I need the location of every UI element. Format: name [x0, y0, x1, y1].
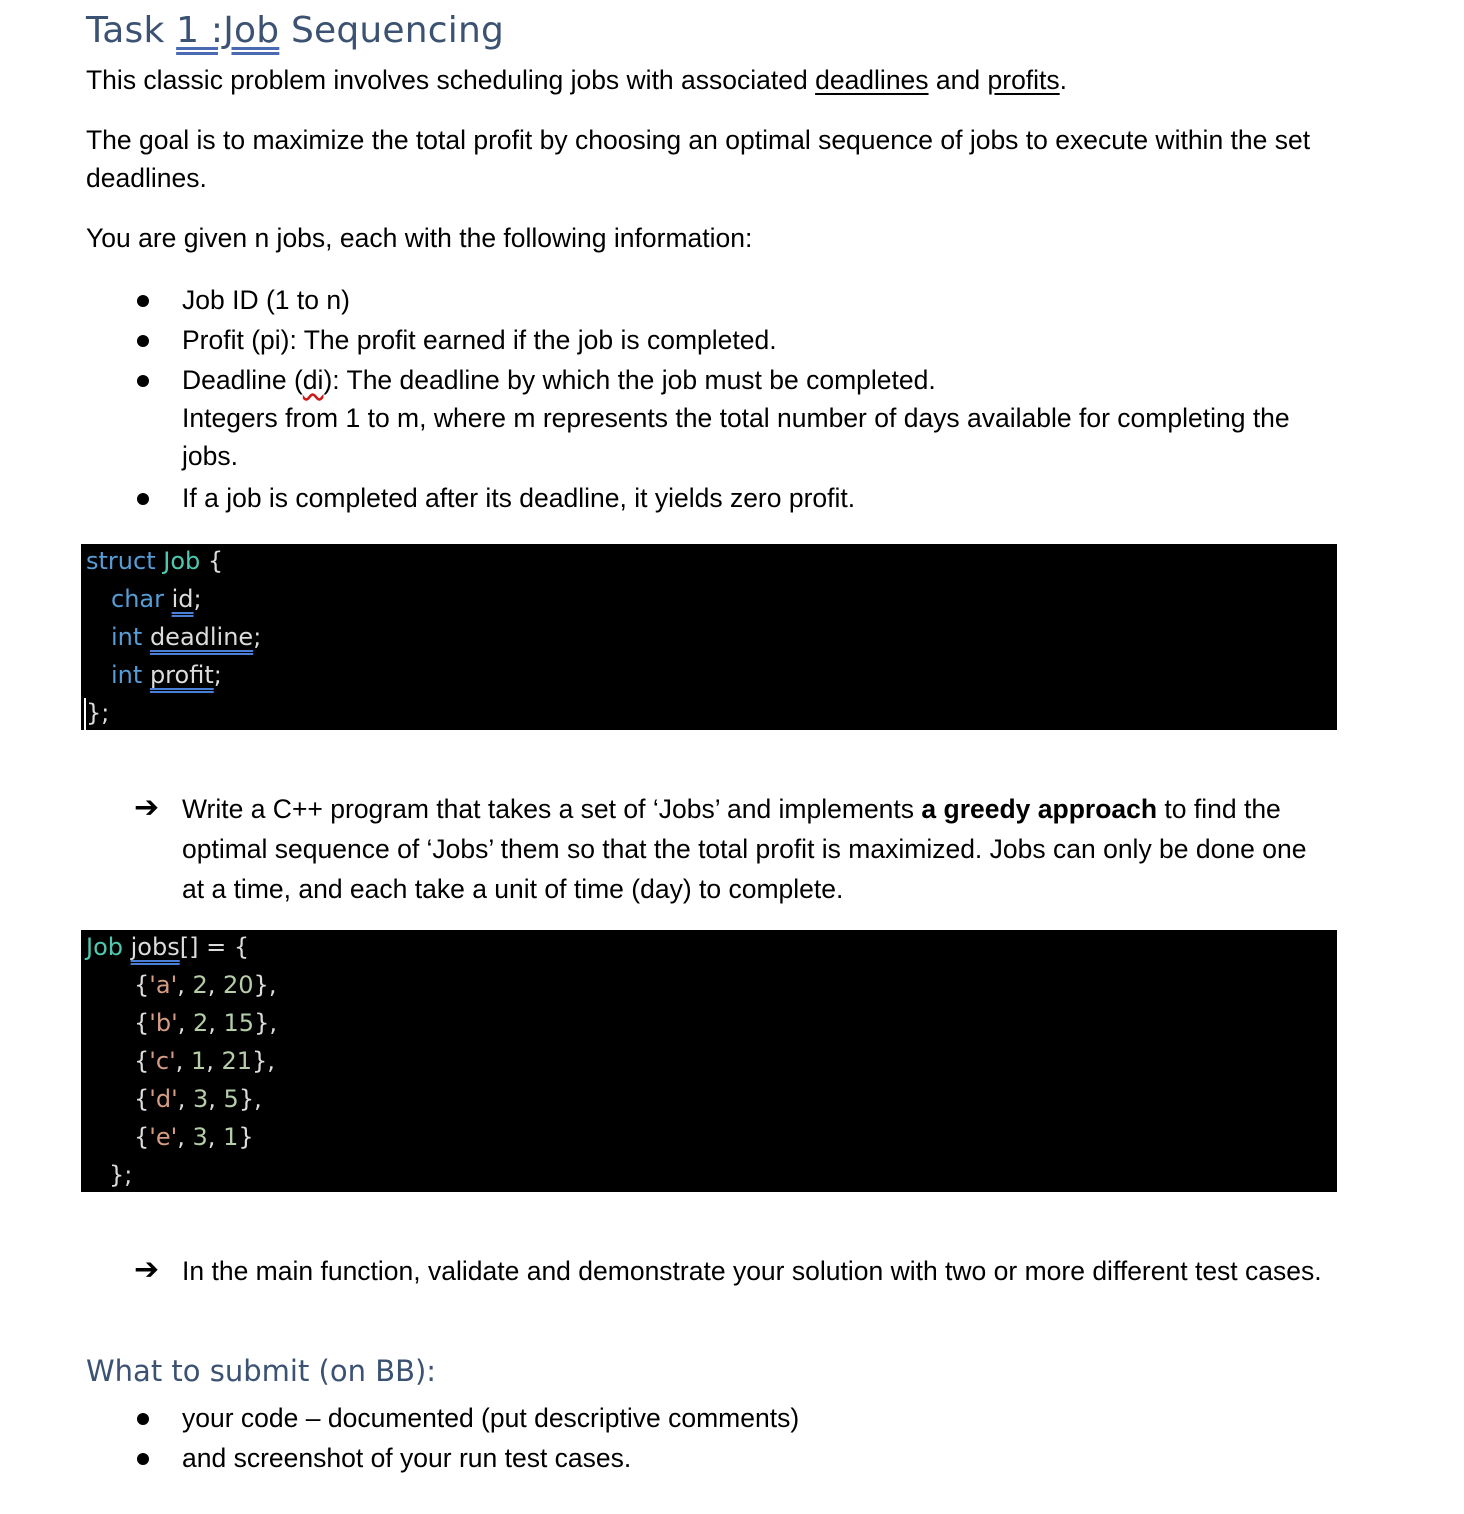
comma: , [177, 1085, 193, 1113]
comma: , [175, 1047, 191, 1075]
job-profit-value: 1 [223, 1123, 239, 1151]
open-brace: { [134, 1047, 150, 1075]
arrow-icon: ➔ [134, 1252, 160, 1287]
bullet-icon [137, 493, 149, 505]
deadline-continuation: Integers from 1 to m, where m represents the total number of days available for completing the jobs. [182, 403, 1290, 471]
code-block-struct [81, 544, 1337, 730]
job-id-text: Job ID (1 to n) [182, 285, 350, 315]
instruction-text [182, 789, 1332, 909]
instruction-text: In the main function, validate and demonstrate your solution with two or more different test cases. [182, 1256, 1322, 1286]
var-jobs: jobs [130, 933, 180, 961]
deadline-suffix: ): The deadline by which the job must be completed. [323, 365, 936, 395]
row-end: } [238, 1123, 254, 1151]
code-line [111, 621, 261, 653]
code-line [86, 545, 223, 577]
code-block-jobs [81, 930, 1337, 1192]
comma: , [208, 1009, 224, 1037]
title-suffix: Sequencing [279, 10, 505, 51]
comma: , [206, 1047, 222, 1075]
text-cursor [84, 698, 86, 730]
job-deadline-value: 3 [192, 1123, 208, 1151]
job-profit-value: 5 [223, 1085, 239, 1113]
task-title [86, 10, 504, 51]
instruction-part-a: Write a C++ program that takes a set of ‘Jobs’ and implements [182, 794, 922, 824]
arrow-icon: ➔ [134, 790, 160, 825]
close-brace: }; [109, 1161, 133, 1189]
deadlines-link: deadlines [815, 65, 929, 95]
code-line [111, 659, 222, 691]
job-profit-value: 15 [223, 1009, 255, 1037]
semicolon: ; [213, 661, 222, 689]
code-line [134, 1083, 262, 1115]
code-line [134, 1007, 277, 1039]
instruction-part-b: to find the optimal sequence of ‘Jobs’ them so that the total profit is maximized. Jobs can only be done one at a time, and each take a unit of time (day) to complete. [182, 794, 1307, 904]
intro-paragraph-1 [86, 61, 1326, 99]
code-line [111, 583, 202, 615]
open-brace: { [200, 547, 224, 575]
comma: , [177, 1123, 193, 1151]
job-id-value: 'e' [149, 1123, 178, 1151]
comma: , [207, 971, 223, 999]
job-deadline-value: 2 [192, 971, 208, 999]
keyword-int: int [111, 661, 143, 689]
open-brace: { [134, 1009, 150, 1037]
keyword-struct: struct [86, 547, 156, 575]
code-line [109, 1159, 132, 1191]
comma: , [177, 1009, 193, 1037]
submit-heading: What to submit (on BB): [86, 1354, 437, 1388]
field-id: id [171, 585, 194, 613]
keyword-char: char [111, 585, 164, 613]
type-job: Job [86, 933, 123, 961]
bullet-icon [137, 1413, 149, 1425]
code-line [134, 969, 276, 1001]
comma: , [207, 1123, 224, 1151]
code-line [134, 1045, 275, 1077]
deadline-prefix: Deadline ( [182, 365, 303, 395]
keyword-int: int [111, 623, 143, 651]
intro-paragraph-3: You are given n jobs, each with the following information: [86, 223, 753, 253]
submit-code-text: your code – documented (put descriptive comments) [182, 1403, 800, 1433]
row-end: }, [252, 1047, 275, 1075]
job-deadline-value: 2 [192, 1009, 209, 1037]
title-prefix: Task [86, 10, 177, 51]
bullet-icon [137, 335, 149, 347]
row-end: }, [254, 1009, 277, 1037]
field-deadline: deadline [149, 623, 254, 651]
comma: , [177, 971, 193, 999]
open-brace: { [134, 1123, 150, 1151]
job-deadline-value: 1 [190, 1047, 207, 1075]
intro-and: and [928, 65, 988, 95]
bullet-icon [137, 375, 149, 387]
job-deadline-value: 3 [192, 1085, 209, 1113]
semicolon: ; [253, 623, 262, 651]
row-end: }, [253, 971, 277, 999]
zero-profit-text: If a job is completed after its deadline, it yields zero profit. [182, 483, 856, 513]
code-line [86, 697, 109, 729]
job-profit-value: 21 [221, 1047, 253, 1075]
type-job: Job [163, 547, 201, 575]
semicolon: ; [193, 585, 202, 613]
deadline-text [182, 361, 1332, 475]
bullet-icon [137, 1453, 149, 1465]
bullet-icon [137, 295, 149, 307]
open-brace: { [134, 971, 150, 999]
greedy-approach-bold: a greedy approach [921, 794, 1158, 824]
code-line [134, 1121, 254, 1153]
profits-link: profits [987, 65, 1060, 95]
decl-end: [] = { [179, 933, 250, 961]
row-end: }, [238, 1085, 262, 1113]
job-id-value: 'd' [149, 1085, 178, 1113]
intro-end: . [1059, 65, 1068, 95]
spellcheck-word[interactable]: di [302, 365, 324, 395]
open-brace: { [134, 1085, 150, 1113]
job-id-value: 'c' [149, 1047, 176, 1075]
title-underlined: 1 :Job [176, 10, 280, 51]
close-brace: }; [86, 699, 110, 727]
field-profit: profit [149, 661, 214, 689]
job-id-value: 'a' [149, 971, 178, 999]
job-id-value: 'b' [149, 1009, 178, 1037]
intro-paragraph-2: The goal is to maximize the total profit by choosing an optimal sequence of jobs to execute within the set deadlines. [86, 125, 1311, 193]
code-line [86, 931, 249, 963]
comma: , [208, 1085, 224, 1113]
intro-text-a: This classic problem involves scheduling jobs with associated [86, 65, 816, 95]
job-profit-value: 20 [223, 971, 254, 999]
profit-text: Profit (pi): The profit earned if the job is completed. [182, 325, 777, 355]
submit-screenshot-text: and screenshot of your run test cases. [182, 1443, 632, 1473]
